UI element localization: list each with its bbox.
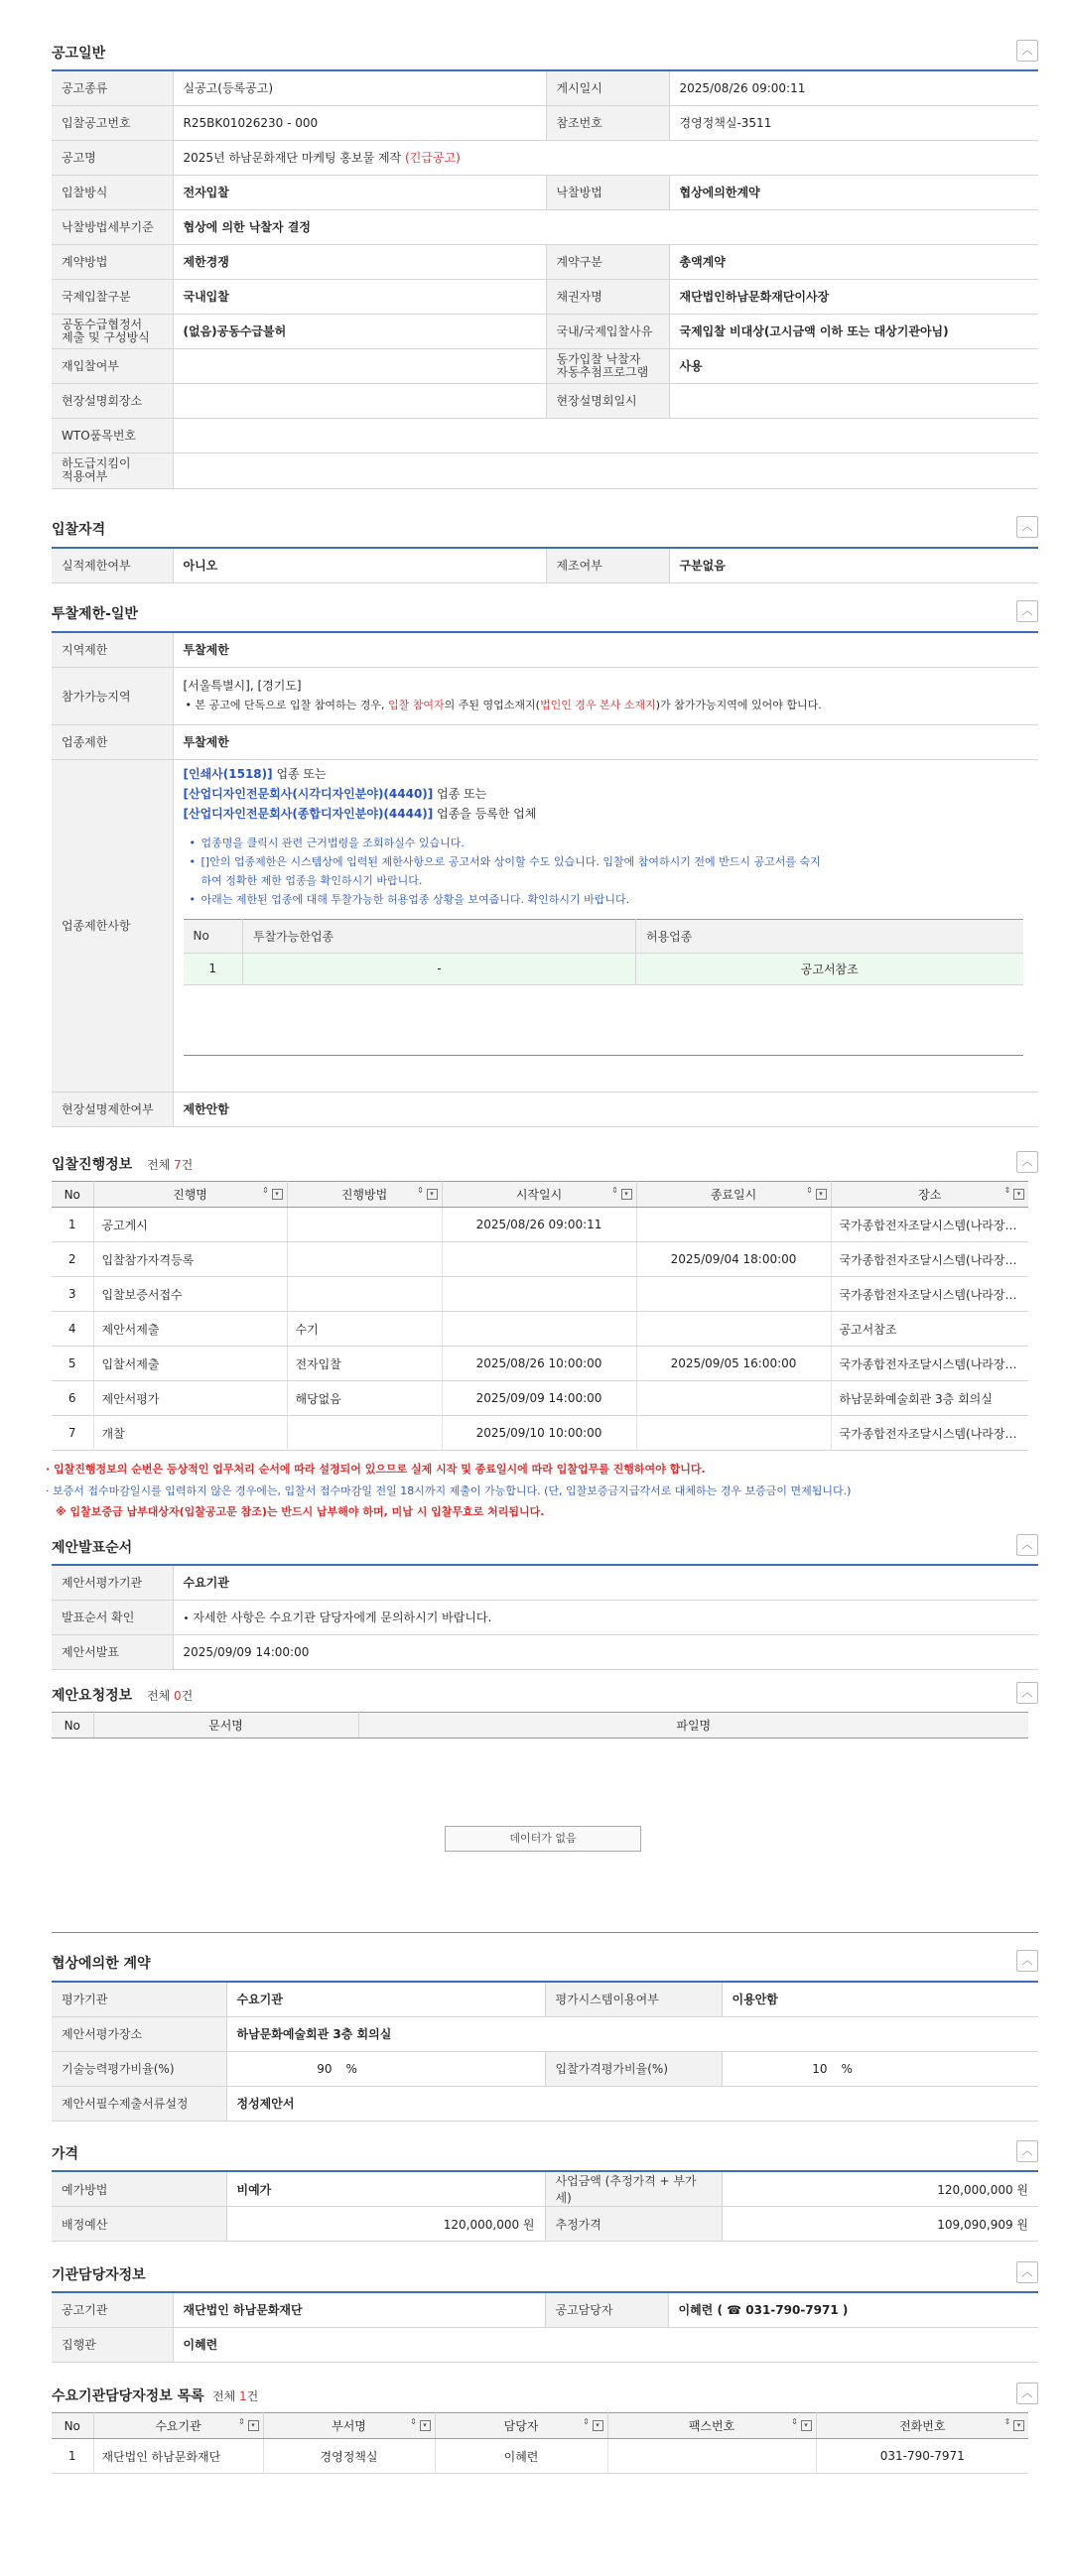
field-label: 배정예산 <box>52 2207 226 2242</box>
allowed-industry-table <box>184 919 1023 985</box>
column-header[interactable]: 수요기관 ⇕ ▾ <box>93 2413 263 2439</box>
sort-icon[interactable]: ⇕ <box>410 2417 417 2426</box>
field-label: 공고기관 <box>52 2292 173 2327</box>
section-divider <box>52 1932 1038 1933</box>
cell <box>636 1416 831 1451</box>
column-header[interactable]: 부서명 ⇕ ▾ <box>263 2413 435 2439</box>
filter-dropdown-icon[interactable]: ▾ <box>621 1189 632 1200</box>
contract-type-value: 총액계약 <box>669 244 1038 279</box>
field-label: 계약방법 <box>52 244 173 279</box>
column-header[interactable]: 전화번호 ⇕ ▾ <box>816 2413 1028 2439</box>
section-title: 입찰자격 <box>52 522 106 538</box>
cell: 공고게시 <box>93 1208 287 1242</box>
section-title: 투찰제한-일반 <box>52 606 138 622</box>
proposal-order-table <box>52 1564 1038 1670</box>
chevron-up-icon[interactable]: ︿ <box>1016 516 1038 538</box>
cell: 5 <box>52 1347 93 1381</box>
tech-ratio-cell <box>226 2051 545 2086</box>
region-areas-value: [서울특별시], [경기도] <box>183 679 302 693</box>
field-label: 제조여부 <box>546 548 669 582</box>
section-header-proposal-order <box>52 1534 1038 1560</box>
scroll-divider <box>184 1055 1023 1056</box>
column-header[interactable]: 문서명 <box>93 1713 358 1739</box>
cell: 6 <box>52 1381 93 1416</box>
general-info-table <box>52 69 1038 489</box>
field-label: 평가시스템이용여부 <box>545 1982 722 2016</box>
sort-icon[interactable]: ⇕ <box>238 2417 245 2426</box>
section-header-progress <box>52 1151 1038 1177</box>
confirm-value: • 자세한 사항은 수요기관 담당자에게 문의하시기 바랍니다. <box>173 1600 1038 1634</box>
industry-limit-value: 투찰제한 <box>173 724 1038 759</box>
total-count: 전체 0건 <box>147 1689 194 1703</box>
cell <box>287 1416 442 1451</box>
column-header: 투찰가능한업종 <box>243 919 636 953</box>
filter-dropdown-icon[interactable]: ▾ <box>272 1189 283 1200</box>
percent-unit: % <box>841 2061 853 2076</box>
price-method-value: 비예가 <box>226 2171 545 2207</box>
chevron-up-icon[interactable]: ︿ <box>1016 2383 1038 2404</box>
executor-value: 이혜련 <box>173 2327 1038 2362</box>
total-count: 전체 1건 <box>212 2389 259 2403</box>
bid-number-value: R25BK01026230 - 000 <box>173 105 546 140</box>
field-label: 사업금액 (추정가격 + 부가세) <box>545 2171 722 2207</box>
field-label: 낙찰방법 <box>546 175 669 209</box>
field-label: 동가입찰 낙찰자 자동추첨프로그램 <box>546 348 669 383</box>
field-label: 업종제한 <box>52 724 173 759</box>
cell <box>442 1312 636 1347</box>
price-ratio-value: 10 <box>812 2061 828 2076</box>
field-label: 참조번호 <box>546 105 669 140</box>
site-place-value <box>173 383 546 418</box>
field-label: 현장설명회장소 <box>52 383 173 418</box>
section-header-general <box>52 40 1038 65</box>
bid-method-value: 전자입찰 <box>173 175 546 209</box>
guide-item: • []안의 업종제한은 시스템상에 입력된 제한사항으로 공고서와 상이할 수도 있습니다. 입찰에 참여하시기 전에 반드시 공고서를 숙지 하여 정확한 제한 업종을 확인하시기 바랍니다. <box>188 852 1029 890</box>
field-label: 낙찰방법세부기준 <box>52 209 173 244</box>
field-label: 예가방법 <box>52 2171 226 2207</box>
ref-number-value: 경영정책실-3511 <box>669 105 1038 140</box>
section-header-demand <box>52 2383 1038 2408</box>
notice-name-value: 2025년 하남문화재단 마케팅 홍보물 제작 <box>183 151 402 165</box>
field-label: 제안서평가장소 <box>52 2016 226 2051</box>
field-label: 제안서발표 <box>52 1634 173 1669</box>
percent-unit: % <box>345 2061 357 2076</box>
industry-detail-cell <box>173 759 1038 1092</box>
section-title: 제안발표순서 <box>52 1540 133 1556</box>
cell: 이혜련 <box>435 2439 607 2474</box>
filter-dropdown-icon[interactable]: ▾ <box>1013 1189 1024 1200</box>
award-method-value: 협상에의한계약 <box>669 175 1038 209</box>
filter-dropdown-icon[interactable]: ▾ <box>248 2420 259 2431</box>
cell: 031-790-7971 <box>816 2439 1028 2474</box>
cell: 수기 <box>287 1312 442 1347</box>
cell: 3 <box>52 1277 93 1312</box>
progress-note-1: · 입찰진행정보의 순번은 등상적인 업무처리 순서에 따라 설정되어 있으므로 실제 시작 및 종료일시에 따라 입찰업무를 진행하여야 합니다. <box>46 1463 706 1476</box>
cell: 7 <box>52 1416 93 1451</box>
total-count: 전체 7건 <box>147 1158 194 1172</box>
industry-suffix: 업종 또는 <box>272 766 327 781</box>
notice-type-value: 실공고(등록공고) <box>173 70 546 105</box>
estimated-price-value: 109,090,909 원 <box>722 2207 1038 2242</box>
column-header: No <box>52 2413 93 2439</box>
filter-dropdown-icon[interactable]: ▾ <box>593 2420 603 2431</box>
contact-table <box>52 2291 1038 2363</box>
qualification-table <box>52 547 1038 583</box>
column-header: No <box>52 1713 93 1739</box>
cell <box>636 1381 831 1416</box>
field-label: 계약구분 <box>546 244 669 279</box>
industry-suffix: 업종 또는 <box>433 786 487 801</box>
notice-contact-value: 이혜련 ( ☎ 031-790-7971 ) <box>668 2292 1038 2327</box>
column-header: No <box>184 919 243 953</box>
cell: 경영정책실 <box>263 2439 435 2474</box>
section-title: 수요기관담당자정보 목록 <box>52 2388 204 2404</box>
price-table <box>52 2170 1038 2242</box>
cell: 재단법인 하남문화재단 <box>93 2439 263 2474</box>
field-label: 현장설명회일시 <box>546 383 669 418</box>
chevron-up-icon[interactable]: ︿ <box>1016 1151 1038 1173</box>
auto-draw-value: 사용 <box>669 348 1038 383</box>
cell: 개찰 <box>93 1416 287 1451</box>
field-label: 채권자명 <box>546 279 669 314</box>
industry-suffix: 업종을 등록한 업체 <box>433 806 537 821</box>
column-header[interactable]: 종료일시 ⇕ ▾ <box>636 1182 831 1208</box>
urgent-tag: (긴급공고) <box>405 151 461 165</box>
progress-table <box>52 1181 1028 1451</box>
field-label: 참가가능지역 <box>52 667 173 724</box>
section-title: 기관담당자정보 <box>52 2267 146 2283</box>
table-row[interactable] <box>52 1242 1028 1277</box>
cell: 2025/09/05 16:00:00 <box>636 1347 831 1381</box>
price-ratio-cell <box>722 2051 1038 2086</box>
cell: 제안서제출 <box>93 1312 287 1347</box>
region-limit-value: 투찰제한 <box>173 632 1038 667</box>
field-label: 국제입찰구분 <box>52 279 173 314</box>
cell <box>636 1312 831 1347</box>
required-doc-value: 정성제안서 <box>226 2086 1038 2121</box>
wto-value <box>173 418 1038 452</box>
field-label: 실적제한여부 <box>52 548 173 582</box>
eval-org-value: 수요기관 <box>226 1982 545 2016</box>
budget-value: 120,000,000 원 <box>226 2207 545 2242</box>
cell: 해당없음 <box>287 1381 442 1416</box>
table-row[interactable] <box>52 1312 1028 1347</box>
column-header[interactable]: 장소 ⇕ ▾ <box>831 1182 1028 1208</box>
section-title: 가격 <box>52 2146 79 2162</box>
sort-icon[interactable]: ⇕ <box>1003 1186 1011 1195</box>
cell <box>287 1277 442 1312</box>
performance-limit-value: 아니오 <box>173 548 546 582</box>
field-label: 제안서평가기관 <box>52 1565 173 1600</box>
sort-icon[interactable]: ⇕ <box>583 2417 590 2426</box>
column-header[interactable]: 진행명 ⇕ ▾ <box>93 1182 287 1208</box>
guide-item: • 업종명을 클릭시 관련 근거법령을 조회하실수 있습니다. <box>188 834 1029 852</box>
cell <box>636 1208 831 1242</box>
field-label: 평가기관 <box>52 1982 226 2016</box>
cell: 1 <box>184 953 243 984</box>
eval-place-value: 하남문화예술회관 3층 회의실 <box>226 2016 1038 2051</box>
rebid-value <box>173 348 546 383</box>
cell: 하남문화예술회관 3층 회의실 <box>831 1381 1028 1416</box>
business-amount-value: 120,000,000 원 <box>722 2171 1038 2207</box>
cell: 입찰보증서접수 <box>93 1277 287 1312</box>
contract-method-value: 제한경쟁 <box>173 244 546 279</box>
table-row[interactable] <box>52 1347 1028 1381</box>
cell: 입찰서제출 <box>93 1347 287 1381</box>
cell: 국가종합전자조달시스템(나라장터) <box>831 1347 1028 1381</box>
chevron-up-icon[interactable]: ︿ <box>1016 1682 1038 1704</box>
demand-table <box>52 2412 1028 2474</box>
notice-org-value: 재단법인 하남문화재단 <box>173 2292 545 2327</box>
field-label: 국내/국제입찰사유 <box>546 314 669 348</box>
field-label: 입찰공고번호 <box>52 105 173 140</box>
industry-link-printing[interactable]: [인쇄사(1518)] <box>183 766 273 781</box>
table-row[interactable] <box>52 1416 1028 1451</box>
field-label: 공고종류 <box>52 70 173 105</box>
filter-dropdown-icon[interactable]: ▾ <box>420 2420 431 2431</box>
section-title: 공고일반 <box>52 46 106 62</box>
column-header[interactable]: 진행방법 ⇕ ▾ <box>287 1182 442 1208</box>
joint-value: (없음)공동수급불허 <box>173 314 546 348</box>
table-row[interactable] <box>184 953 1023 984</box>
column-header[interactable]: 시작일시 ⇕ ▾ <box>442 1182 636 1208</box>
chevron-up-icon[interactable]: ︿ <box>1016 2261 1038 2283</box>
cell <box>287 1242 442 1277</box>
section-title: 입찰진행정보 <box>52 1157 133 1173</box>
sort-icon[interactable]: ⇕ <box>791 2417 798 2426</box>
section-header-contact <box>52 2261 1038 2287</box>
site-restrict-value: 제한안함 <box>173 1092 1038 1126</box>
industry-link-total-design[interactable]: [산업디자인전문회사(종합디자인분야)(4444)] <box>183 806 434 821</box>
cell: 1 <box>52 1208 93 1242</box>
sort-icon[interactable]: ⇕ <box>611 1186 618 1195</box>
no-data-message: 데이터가 없음 <box>445 1826 641 1852</box>
chevron-up-icon[interactable]: ︿ <box>1016 1534 1038 1556</box>
eval-org-value: 수요기관 <box>173 1565 1038 1600</box>
field-label: 공동수급협정서 제출 및 구성방식 <box>52 314 173 348</box>
cell: 국가종합전자조달시스템(나라장터) <box>831 1242 1028 1277</box>
table-row[interactable] <box>52 1381 1028 1416</box>
field-label: 공고담당자 <box>545 2292 668 2327</box>
cell: 2025/09/10 10:00:00 <box>442 1416 636 1451</box>
subcontract-value <box>173 452 1038 488</box>
progress-note-3: ※ 입찰보증금 납부대상자(입찰공고문 참조)는 반드시 납부해야 하며, 미납 시 입찰무효로 처리됩니다. <box>56 1505 545 1518</box>
field-label: 집행관 <box>52 2327 173 2362</box>
column-header[interactable]: 담당자 ⇕ ▾ <box>435 2413 607 2439</box>
cell: 2025/08/26 09:00:11 <box>442 1208 636 1242</box>
field-label: 하도급지킴이 적용여부 <box>52 452 173 488</box>
sort-icon[interactable]: ⇕ <box>262 1186 269 1195</box>
creditor-value: 재단법인하남문화재단이사장 <box>669 279 1038 314</box>
proposal-request-table <box>52 1712 1028 1739</box>
column-header: 허용업종 <box>636 919 1023 953</box>
manufacture-value: 구분없음 <box>669 548 1038 582</box>
section-header-negotiation <box>52 1950 1038 1976</box>
cell: 공고서참조 <box>831 1312 1028 1347</box>
cell <box>442 1242 636 1277</box>
site-time-value <box>669 383 1038 418</box>
region-areas-cell <box>173 667 1038 724</box>
sort-icon[interactable]: ⇕ <box>806 1186 813 1195</box>
table-row[interactable] <box>52 1208 1028 1242</box>
cell: 국가종합전자조달시스템(나라장터) <box>831 1208 1028 1242</box>
section-header-proposal-request <box>52 1682 1038 1708</box>
cell: 제안서평가 <box>93 1381 287 1416</box>
column-header[interactable]: 팩스번호 ⇕ ▾ <box>607 2413 816 2439</box>
cell <box>287 1208 442 1242</box>
filter-dropdown-icon[interactable]: ▾ <box>816 1189 827 1200</box>
chevron-up-icon[interactable]: ︿ <box>1016 40 1038 62</box>
chevron-up-icon[interactable]: ︿ <box>1016 600 1038 622</box>
field-label: 발표순서 확인 <box>52 1600 173 1634</box>
field-label: 제안서필수제출서류설정 <box>52 2086 226 2121</box>
cell: 입찰참가자격등록 <box>93 1242 287 1277</box>
field-label: 게시일시 <box>546 70 669 105</box>
notice-name-cell <box>173 140 1038 175</box>
cell: 공고서참조 <box>636 953 1023 984</box>
cell: 4 <box>52 1312 93 1347</box>
field-label: 기술능력평가비율(%) <box>52 2051 226 2086</box>
chevron-up-icon[interactable]: ︿ <box>1016 1950 1038 1972</box>
cell: - <box>243 953 636 984</box>
industry-guide-list <box>188 834 1029 909</box>
negotiation-table <box>52 1981 1038 2122</box>
section-header-price <box>52 2140 1038 2166</box>
field-label: 입찰가격평가비율(%) <box>545 2051 722 2086</box>
guide-item: • 아래는 제한된 업종에 대해 투찰가능한 허용업종 상황을 보여줍니다. 확인하시기 바랍니다. <box>188 890 1029 909</box>
progress-note-2: · 보증서 접수마감일시를 입력하지 않은 경우에는, 입찰서 접수마감일 전일 18시까지 제출이 가능합니다. (단, 입찰보증금지급각서로 대체하는 경우 보증금이 면제됩니다.) <box>46 1484 852 1497</box>
field-label: 현장설명제한여부 <box>52 1092 173 1126</box>
cell <box>442 1277 636 1312</box>
field-label: 업종제한사항 <box>52 759 173 1092</box>
eval-system-value: 이용안함 <box>722 1982 1038 2016</box>
sort-icon[interactable]: ⇕ <box>417 1186 424 1195</box>
region-note: • 본 공고에 단독으로 입찰 참여하는 경우, 입찰 참여자의 주된 영업소재지(법인인 경우 본사 소재지)가 참가가능지역에 있어야 합니다. <box>185 699 822 711</box>
sort-icon[interactable]: ⇕ <box>1003 2417 1011 2426</box>
posted-value: 2025/08/26 09:00:11 <box>669 70 1038 105</box>
section-title: 제안요청정보 <box>52 1688 133 1704</box>
filter-dropdown-icon[interactable]: ▾ <box>801 2420 812 2431</box>
cell: 1 <box>52 2439 93 2474</box>
tech-ratio-value: 90 <box>317 2061 333 2076</box>
cell: 국가종합전자조달시스템(나라장터) <box>831 1277 1028 1312</box>
section-header-restriction <box>52 600 1038 626</box>
restriction-table <box>52 631 1038 1127</box>
field-label: 추정가격 <box>545 2207 722 2242</box>
column-header: No <box>52 1182 93 1208</box>
field-label: 지역제한 <box>52 632 173 667</box>
chevron-up-icon[interactable]: ︿ <box>1016 2140 1038 2162</box>
table-row[interactable] <box>52 2439 1028 2474</box>
section-header-qualification <box>52 516 1038 542</box>
cell: 국가종합전자조달시스템(나라장터) <box>831 1416 1028 1451</box>
column-header[interactable]: 파일명 <box>358 1713 1028 1739</box>
cell: 2025/08/26 10:00:00 <box>442 1347 636 1381</box>
domestic-reason-value: 국제입찰 비대상(고시금액 이하 또는 대상기관아님) <box>669 314 1038 348</box>
presentation-time-value: 2025/09/09 14:00:00 <box>173 1634 1038 1669</box>
field-label: WTO품목번호 <box>52 418 173 452</box>
cell <box>607 2439 816 2474</box>
cell: 전자입찰 <box>287 1347 442 1381</box>
filter-dropdown-icon[interactable]: ▾ <box>1013 2420 1024 2431</box>
cell: 2025/09/09 14:00:00 <box>442 1381 636 1416</box>
allowed-industry-table-wrap <box>184 919 1023 1056</box>
field-label: 입찰방식 <box>52 175 173 209</box>
table-row[interactable] <box>52 1277 1028 1312</box>
cell: 2 <box>52 1242 93 1277</box>
cell: 2025/09/04 18:00:00 <box>636 1242 831 1277</box>
section-title: 협상에의한 계약 <box>52 1956 151 1972</box>
cell <box>636 1277 831 1312</box>
industry-link-visual-design[interactable]: [산업디자인전문회사(시각디자인분야)(4440)] <box>183 786 434 801</box>
field-label: 공고명 <box>52 140 173 175</box>
intl-value: 국내입찰 <box>173 279 546 314</box>
award-detail-value: 협상에 의한 낙찰자 결정 <box>173 209 1038 244</box>
filter-dropdown-icon[interactable]: ▾ <box>427 1189 438 1200</box>
field-label: 재입찰여부 <box>52 348 173 383</box>
